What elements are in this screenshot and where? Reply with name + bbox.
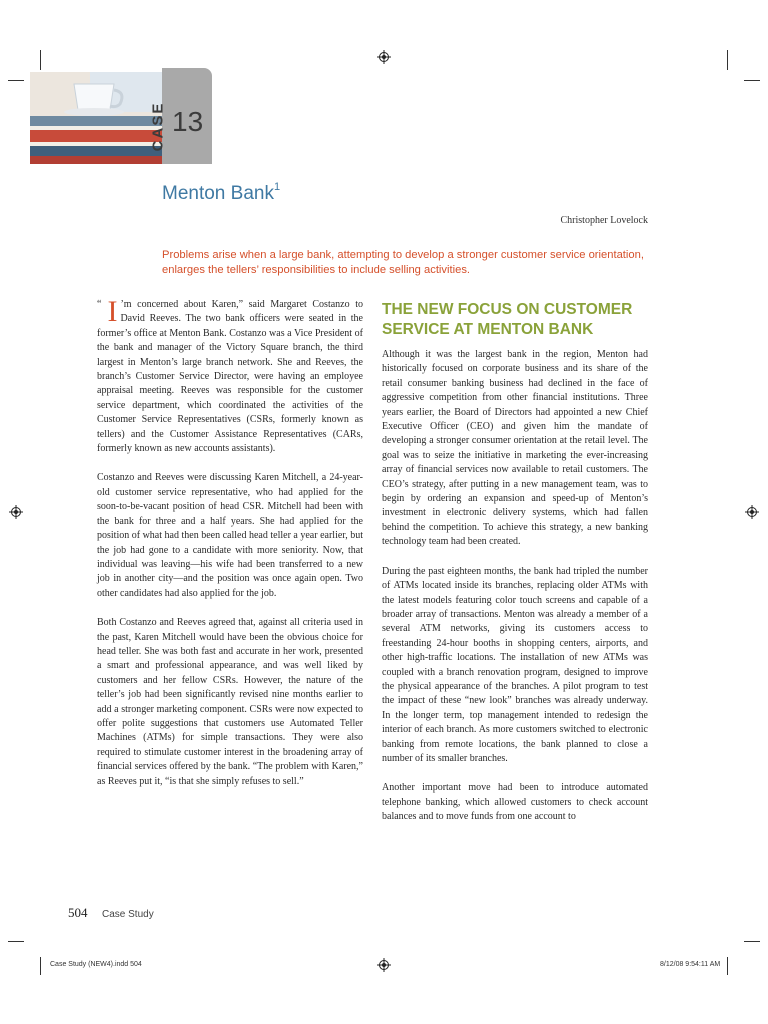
registration-mark-icon	[9, 505, 23, 519]
crop-mark	[40, 957, 41, 975]
crop-mark	[727, 957, 728, 975]
title-text: Menton Bank	[162, 183, 274, 204]
paragraph-text: ’m concerned about Karen,” said Margaret Costanzo to David Reeves. The two bank officers were seated in the former’s office at Menton Bank. Costanzo was a Vice President of the bank and manager of the Victory Square branch, the third largest in Menton’s large branch network. She and Reeves, the branch’s Customer Service Director, were having an employee appraisal meeting. Reeves was responsible for the customer service department, which coordinated the activities of the Customer Service Representatives (CSRs, formerly known as tellers) and the Customer Assistance Representatives (CARs, formerly known as new accounts assistants).	[97, 299, 363, 455]
slug-timestamp: 8/12/08 9:54:11 AM	[660, 961, 721, 968]
page-number: 504	[68, 905, 88, 920]
crop-mark	[744, 941, 760, 942]
paragraph: Another important move had been to introduce automated telephone banking, which allowed customers to check account balances and to move funds from one account to	[382, 782, 648, 823]
open-quote: “	[97, 299, 102, 310]
left-column	[97, 295, 363, 804]
right-column	[382, 348, 648, 840]
slug-file-info: Case Study (NEW4).indd 504	[50, 961, 142, 968]
drop-cap: I	[107, 295, 118, 328]
registration-mark-icon	[377, 50, 391, 64]
crop-mark	[744, 80, 760, 81]
paragraph: Costanzo and Reeves were discussing Karen Mitchell, a 24-year-old customer service representative, who had applied for the soon-to-be-vacant position of head CSR. Mitchell had been with the bank for three and a half years. She had applied for the position of what had then been called head teller a year earlier, but the job had gone to a candidate with more seniority. Now, that individual was leaving—his wife had been transferred to a new job in another city—and the position was once again open. Two other candidates had also applied for the job.	[97, 472, 363, 599]
books-and-cup-illustration	[30, 72, 162, 164]
case-label: CASE	[149, 101, 167, 152]
crop-mark	[727, 50, 728, 70]
paragraph: Although it was the largest bank in the region, Menton had historically focused on corporate business and its share of the retail consumer banking business had declined in the face of aggressive competition from other financial institutions. Three years earlier, the Board of Directors had appointed a new Chief Executive Officer (CEO) and given him the mandate of developing a stronger consumer orientation at the retail level. The goal was to seize the initiative in marketing the ever-increasing array of financial services now available to retail customers. The CEO’s strategy, after putting in a new management team, was to begin by ordering an expansion and speed-up of Menton’s investment in electronic delivery systems, which had fallen behind the competition. To achieve this strategy, a new banking technology team had been created.	[382, 349, 648, 548]
paragraph	[97, 295, 363, 456]
case-abstract: Problems arise when a large bank, attempting to develop a stronger customer service orientation, enlarges the tellers’ responsibilities to include selling activities.	[162, 249, 644, 276]
title-footnote-marker: 1	[273, 181, 281, 193]
crop-mark	[8, 941, 24, 942]
section-heading: THE NEW FOCUS ON CUSTOMER SERVICE AT MENTON BANK	[382, 301, 633, 338]
registration-mark-icon	[377, 958, 391, 972]
registration-mark-icon	[745, 505, 759, 519]
author-name: Christopher Lovelock	[560, 215, 648, 226]
page-title	[162, 183, 280, 205]
running-footer-label: Case Study	[102, 909, 154, 920]
case-number: 13	[172, 106, 204, 137]
case-header-photo	[30, 72, 162, 164]
crop-mark	[8, 80, 24, 81]
paragraph: Both Costanzo and Reeves agreed that, against all criteria used in the past, Karen Mitchell would have been the obvious choice for head teller. She was both fast and accurate in her work, presented a smart and professional appearance, and was well liked by customers and her fellow CSRs. However, the nature of the teller’s job had been significantly revised nine months earlier to add a stronger marketing component. CSRs were now expected to offer polite suggestions that customers use Automated Teller Machines (ATMs) for simple transactions. They were also required to stimulate customer interest in the broadening array of financial services offered by the bank. “The problem with Karen,” as Reeves put it, “is that she simply refuses to sell.”	[97, 617, 363, 787]
crop-mark	[40, 50, 41, 70]
paragraph: During the past eighteen months, the bank had tripled the number of ATMs located inside its branches, replacing older ATMs with the latest models featuring color touch screens and capable of a broader array of transactions. Menton was already a member of a several ATM networks, giving its customers access to freestanding 24-hour booths in shopping centers, airports, and other high-traffic locations. The installation of new ATMs was coupled with a branch renovation program, designed to improve the physical appearance of the branches. A pilot program to test the impact of these “new look” branches was already underway. In the longer term, top management intended to redesign the interior of each branch. As more customers switched to electronic banking from remote locations, the bank planned to close a number of its smaller branches.	[382, 565, 648, 764]
